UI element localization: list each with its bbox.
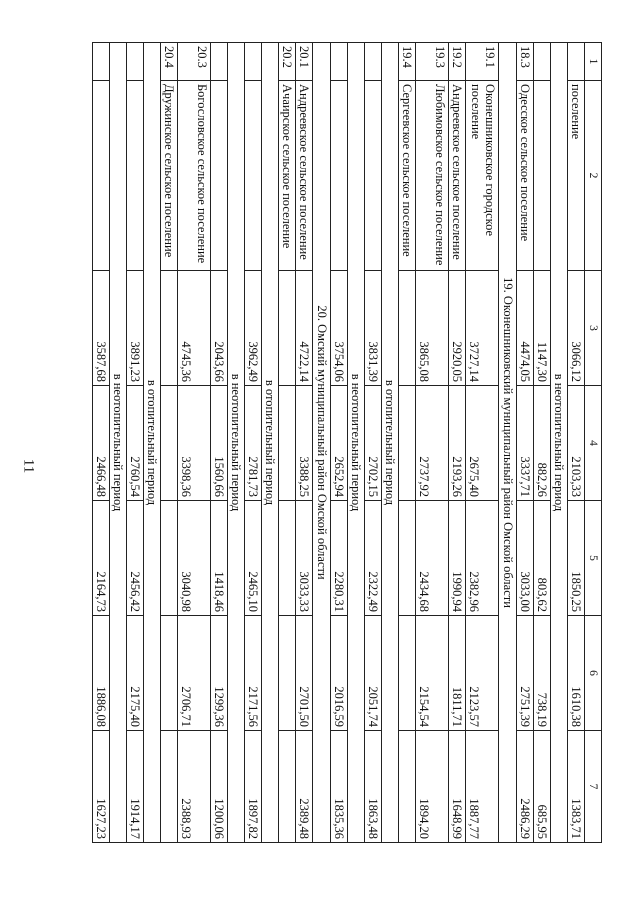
column-header: 2: [585, 81, 602, 271]
period-row: [110, 43, 127, 843]
value-cell: 1648,99: [449, 731, 466, 843]
value-cell: 2280,31: [331, 501, 348, 616]
settlement-name-cell: Дружинское сельское поселение: [161, 81, 178, 271]
row-index-cell: 20.1: [296, 43, 313, 81]
value-cell: 1897,82: [245, 731, 262, 843]
value-cell: [279, 271, 296, 386]
value-cell: 2043,66: [211, 271, 228, 386]
value-cell: 2164,73: [93, 501, 110, 616]
value-cell: 3033,33: [296, 501, 313, 616]
value-cell: [161, 501, 178, 616]
period-row: [262, 43, 279, 843]
table-row: [245, 43, 262, 843]
table-row: [178, 43, 211, 843]
period-label: в неотопительный период: [110, 43, 127, 843]
value-cell: [279, 731, 296, 843]
value-cell: 1811,71: [449, 616, 466, 731]
page-number: 11: [20, 458, 37, 474]
table-row: [517, 43, 534, 843]
value-cell: 2171,56: [245, 616, 262, 731]
tariff-table: [92, 42, 602, 843]
value-cell: [399, 271, 416, 386]
settlement-name-cell: [365, 81, 382, 271]
value-cell: 2675,40: [466, 386, 499, 501]
section-title: 19. Оконешниковский муниципальный район Омской области: [499, 43, 517, 843]
value-cell: 3388,25: [296, 386, 313, 501]
row-index-cell: [127, 43, 144, 81]
value-cell: 1850,25: [568, 501, 585, 616]
value-cell: 4745,36: [178, 271, 211, 386]
table-row: [534, 43, 551, 843]
period-label: в неотопительный период: [348, 43, 365, 843]
table-body: [93, 43, 602, 843]
row-index-cell: 19.2: [449, 43, 466, 81]
table-row: [127, 43, 144, 843]
settlement-name-cell: [127, 81, 144, 271]
value-cell: 1560,66: [211, 386, 228, 501]
settlement-name-cell: поселение: [568, 81, 585, 271]
value-cell: 2781,73: [245, 386, 262, 501]
value-cell: 2706,71: [178, 616, 211, 731]
row-index-cell: [365, 43, 382, 81]
value-cell: 2760,54: [127, 386, 144, 501]
value-cell: [279, 616, 296, 731]
value-cell: 685,95: [534, 731, 551, 843]
settlement-name-cell: Богословское сельское поселение: [178, 81, 211, 271]
value-cell: 1886,08: [93, 616, 110, 731]
value-cell: 3337,71: [517, 386, 534, 501]
value-cell: 3066,12: [568, 271, 585, 386]
period-label: в отопительный период: [262, 43, 279, 843]
settlement-name-cell: Одесское сельское поселение: [517, 81, 534, 271]
value-cell: 2456,42: [127, 501, 144, 616]
value-cell: [399, 616, 416, 731]
value-cell: [161, 386, 178, 501]
value-cell: 2016,59: [331, 616, 348, 731]
value-cell: 2051,74: [365, 616, 382, 731]
value-cell: 2103,33: [568, 386, 585, 501]
value-cell: 3398,36: [178, 386, 211, 501]
value-cell: 2751,39: [517, 616, 534, 731]
row-index-cell: [93, 43, 110, 81]
value-cell: 1383,71: [568, 731, 585, 843]
settlement-name-cell: Любимовское сельское поселение: [416, 81, 449, 271]
period-label: в неотопительный период: [551, 43, 568, 843]
value-cell: 1835,36: [331, 731, 348, 843]
value-cell: 1863,48: [365, 731, 382, 843]
table-row: [161, 43, 178, 843]
settlement-name-cell: [211, 81, 228, 271]
value-cell: 1627,23: [93, 731, 110, 843]
value-cell: 2466,48: [93, 386, 110, 501]
section-row: [499, 43, 517, 843]
period-row: [144, 43, 161, 843]
value-cell: 882,26: [534, 386, 551, 501]
settlement-name-cell: [245, 81, 262, 271]
value-cell: 738,19: [534, 616, 551, 731]
value-cell: 2175,40: [127, 616, 144, 731]
period-row: [348, 43, 365, 843]
row-index-cell: 18.3: [517, 43, 534, 81]
value-cell: 1299,36: [211, 616, 228, 731]
row-index-cell: [568, 43, 585, 81]
value-cell: 803,62: [534, 501, 551, 616]
value-cell: [161, 271, 178, 386]
table-row: [399, 43, 416, 843]
value-cell: 2737,92: [416, 386, 449, 501]
table-row: [296, 43, 313, 843]
value-cell: [161, 616, 178, 731]
table-row: [279, 43, 296, 843]
column-header: 1: [585, 43, 602, 81]
value-cell: 2154,54: [416, 616, 449, 731]
value-cell: 3754,06: [331, 271, 348, 386]
table-row: [93, 43, 110, 843]
value-cell: [161, 731, 178, 843]
value-cell: 3033,00: [517, 501, 534, 616]
period-row: [382, 43, 399, 843]
value-cell: 2465,10: [245, 501, 262, 616]
value-cell: 3891,23: [127, 271, 144, 386]
settlement-name-cell: [93, 81, 110, 271]
value-cell: 2193,26: [449, 386, 466, 501]
settlement-name-cell: Андреевское сельское поселение: [449, 81, 466, 271]
value-cell: 3727,14: [466, 271, 499, 386]
value-cell: 2434,68: [416, 501, 449, 616]
value-cell: 3831,39: [365, 271, 382, 386]
column-header: 7: [585, 731, 602, 843]
row-index-cell: [245, 43, 262, 81]
value-cell: 1610,38: [568, 616, 585, 731]
settlement-name-cell: [331, 81, 348, 271]
value-cell: 2388,93: [178, 731, 211, 843]
header-row: [585, 43, 602, 843]
value-cell: 3040,98: [178, 501, 211, 616]
row-index-cell: [331, 43, 348, 81]
period-row: [551, 43, 568, 843]
value-cell: 3865,08: [416, 271, 449, 386]
value-cell: 1894,20: [416, 731, 449, 843]
settlement-name-cell: Ачаирское сельское поселение: [279, 81, 296, 271]
section-title: 20. Омский муниципальный район Омской области: [313, 43, 331, 843]
period-label: в отопительный период: [382, 43, 399, 843]
table-row: [365, 43, 382, 843]
row-index-cell: 20.3: [178, 43, 211, 81]
value-cell: 2322,49: [365, 501, 382, 616]
value-cell: 4474,05: [517, 271, 534, 386]
value-cell: 1914,17: [127, 731, 144, 843]
value-cell: 1990,94: [449, 501, 466, 616]
table-row: [211, 43, 228, 843]
value-cell: 2701,50: [296, 616, 313, 731]
period-row: [228, 43, 245, 843]
value-cell: 1887,77: [466, 731, 499, 843]
value-cell: [279, 501, 296, 616]
value-cell: 1147,30: [534, 271, 551, 386]
row-index-cell: 19.1: [466, 43, 499, 81]
table-row: [331, 43, 348, 843]
value-cell: 2382,96: [466, 501, 499, 616]
value-cell: [399, 731, 416, 843]
value-cell: 3587,68: [93, 271, 110, 386]
settlement-name-cell: Сергеевское сельское поселение: [399, 81, 416, 271]
value-cell: 2486,29: [517, 731, 534, 843]
value-cell: [399, 386, 416, 501]
value-cell: 2123,57: [466, 616, 499, 731]
table-row: [449, 43, 466, 843]
value-cell: 2702,15: [365, 386, 382, 501]
table-row: [416, 43, 449, 843]
value-cell: 4722,14: [296, 271, 313, 386]
row-index-cell: 19.4: [399, 43, 416, 81]
value-cell: 2920,05: [449, 271, 466, 386]
row-index-cell: 19.3: [416, 43, 449, 81]
value-cell: 2652,94: [331, 386, 348, 501]
value-cell: 1418,46: [211, 501, 228, 616]
row-index-cell: [211, 43, 228, 81]
row-index-cell: 20.2: [279, 43, 296, 81]
rotated-table-container: [62, 42, 602, 842]
value-cell: [399, 501, 416, 616]
period-label: в отопительный период: [144, 43, 161, 843]
column-header: 4: [585, 386, 602, 501]
column-header: 3: [585, 271, 602, 386]
row-index-cell: 20.4: [161, 43, 178, 81]
section-row: [313, 43, 331, 843]
table-row: [466, 43, 499, 843]
value-cell: 2389,48: [296, 731, 313, 843]
settlement-name-cell: [534, 81, 551, 271]
period-label: в неотопительный период: [228, 43, 245, 843]
settlement-name-cell: Оконешниковское городское поселение: [466, 81, 499, 271]
row-index-cell: [534, 43, 551, 81]
value-cell: 1200,06: [211, 731, 228, 843]
settlement-name-cell: Андреевское сельское поселение: [296, 81, 313, 271]
column-header: 6: [585, 616, 602, 731]
value-cell: [279, 386, 296, 501]
column-header: 5: [585, 501, 602, 616]
value-cell: 3962,49: [245, 271, 262, 386]
table-row: [568, 43, 585, 843]
